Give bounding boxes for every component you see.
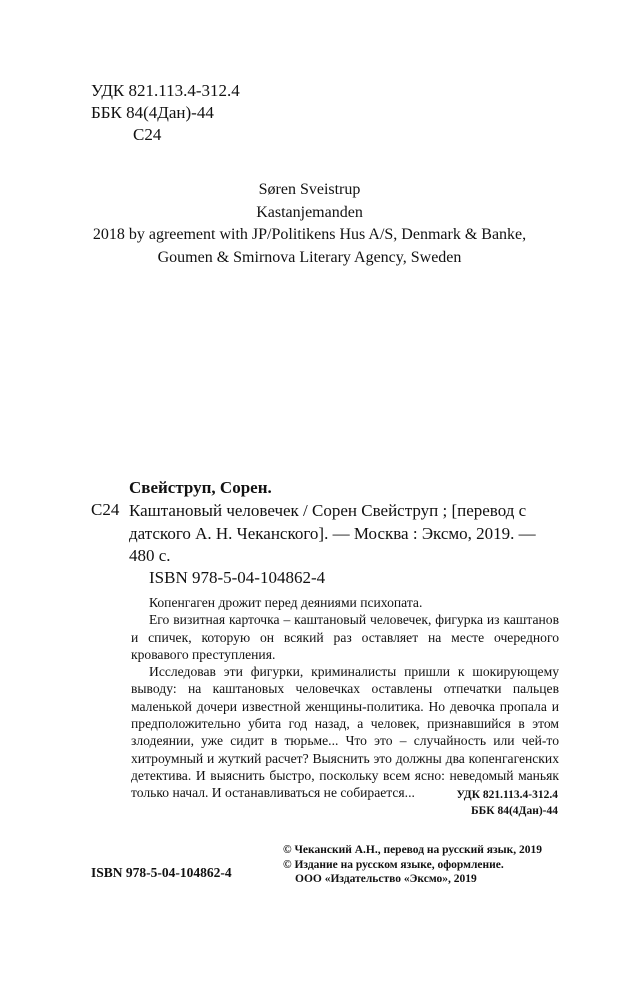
translation-copyright: © Чеканский А.Н., перевод на русский язык, 2019: [283, 844, 542, 856]
bbk-code: ББК 84(4Дан)-44: [91, 103, 214, 122]
udk-code: УДК 821.113.4-312.4: [456, 789, 558, 801]
rights-line-1: 2018 by agreement with JP/Politikens Hus A/S, Denmark & Banke,: [92, 226, 527, 243]
original-title: Kastanjemanden: [256, 203, 363, 221]
catalog-author-heading: Свейструп, Сорен.: [129, 478, 272, 497]
edition-copyright: © Издание на русском языке, оформление.: [283, 858, 504, 871]
copyright-block: [283, 843, 542, 887]
author-mark: С24: [133, 125, 162, 144]
original-edition-block: [0, 179, 619, 269]
udk-code: УДК 821.113.4-312.4: [91, 81, 240, 100]
annotation-paragraph: Его визитная карточка – каштановый человечек, фигурка из каштанов и спичек, которую он всякий раз оставляет на месте очередного кровавого преступления.: [131, 612, 559, 662]
publisher-copyright: ООО «Издательство «Эксмо», 2019: [295, 873, 477, 885]
annotation: [131, 594, 559, 802]
bbk-code: ББК 84(4Дан)-44: [471, 805, 558, 817]
catalog-description: Каштановый человечек / Сорен Свейструп ; [перевод с датского А. Н. Чеканского]. — Москва : Эксмо, 2019. — 480 с.: [129, 501, 536, 565]
classification-block-top: [91, 80, 240, 146]
rights-line-2: Goumen & Smirnova Literary Agency, Sweden: [157, 248, 462, 266]
isbn-bottom: ISBN 978-5-04-104862-4: [91, 865, 232, 880]
annotation-paragraph: Исследовав эти фигурки, криминалисты пришли к шокирующему выводу: на каштановых человечках оставлены отпечатки пальцев маленькой дочери известной женщины-политика. Но девочка пропала и предположительно убита год назад, а человек, признавшийся в этом злодеянии, уже сидит в тюрьме... Что это – случайность или чей-то хитроумный и жуткий расчет? Выяснить это должны два копенгагенских детектива. И выяснить быстро, поскольку всем ясно: неведомый маньяк только начал. И останавливаться не собирается...: [131, 664, 559, 801]
annotation-paragraph: Копенгаген дрожит перед деяниями психопата.: [149, 595, 423, 610]
catalog-isbn: ISBN 978-5-04-104862-4: [149, 568, 326, 587]
classification-block-bottom: [380, 787, 558, 819]
catalog-author-mark: С24: [91, 500, 120, 519]
original-author: Søren Sveistrup: [258, 181, 361, 198]
